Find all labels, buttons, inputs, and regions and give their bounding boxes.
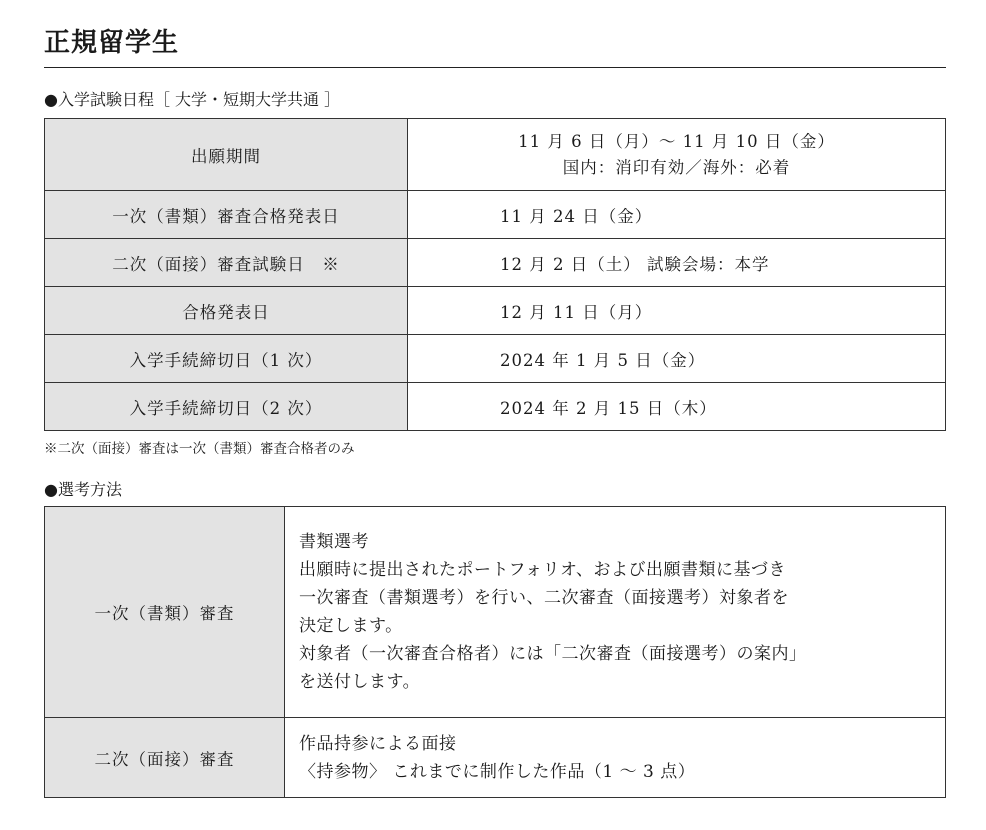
- value-line: 作品持参による面接: [299, 733, 457, 754]
- row-label: 二次（面接）審査試験日 ※: [45, 239, 408, 287]
- table-row: [45, 718, 946, 798]
- schedule-heading: ●入学試験日程［ 大学・短期大学共通 ］: [44, 90, 341, 109]
- row-value: 12 月 11 日（月）: [408, 287, 946, 335]
- row-label: 入学手続締切日（2 次）: [45, 383, 408, 431]
- row-label: 出願期間: [45, 119, 408, 191]
- row-value: 2024 年 1 月 5 日（金）: [408, 335, 946, 383]
- row-value: 12 月 2 日（土） 試験会場：本学: [408, 239, 946, 287]
- value-line: 国内：消印有効／海外：必着: [562, 157, 791, 177]
- title-divider: [44, 67, 946, 68]
- method-heading: ●選考方法: [44, 480, 122, 499]
- row-value: [408, 119, 946, 191]
- value-line: 〈持参物〉 これまでに制作した作品（1 ～ 3 点）: [299, 761, 696, 782]
- value-line: 対象者（一次審査合格者）には「二次審査（面接選考）の案内」: [299, 644, 807, 664]
- row-label: 入学手続締切日（1 次）: [45, 335, 408, 383]
- table-row: [45, 287, 946, 335]
- page-title: 正規留学生: [44, 28, 180, 58]
- table-row: [45, 239, 946, 287]
- schedule-footnote: ※二次（面接）審査は一次（書類）審査合格者のみ: [44, 441, 355, 457]
- table-row: [45, 335, 946, 383]
- table-row: [45, 507, 946, 718]
- row-value: [285, 507, 946, 718]
- row-label: 二次（面接）審査: [45, 718, 285, 798]
- table-row: [45, 119, 946, 191]
- row-value: 2024 年 2 月 15 日（木）: [408, 383, 946, 431]
- row-value: [285, 718, 946, 798]
- value-line: 決定します。: [299, 616, 403, 636]
- row-label: 合格発表日: [45, 287, 408, 335]
- row-label: 一次（書類）審査: [45, 507, 285, 718]
- schedule-table: [44, 118, 946, 431]
- value-line: 出願時に提出されたポートフォリオ、および出願書類に基づき: [299, 560, 786, 580]
- value-line: を送付します。: [299, 672, 421, 692]
- row-value: 11 月 24 日（金）: [408, 191, 946, 239]
- table-row: [45, 383, 946, 431]
- value-line: 書類選考: [299, 532, 369, 552]
- value-line: 11 月 6 日（月）～ 11 月 10 日（金）: [518, 131, 835, 151]
- selection-method-table: [44, 506, 946, 798]
- row-label: 一次（書類）審査合格発表日: [45, 191, 408, 239]
- value-line: 一次審査（書類選考）を行い、二次審査（面接選考）対象者を: [299, 588, 789, 608]
- table-row: [45, 191, 946, 239]
